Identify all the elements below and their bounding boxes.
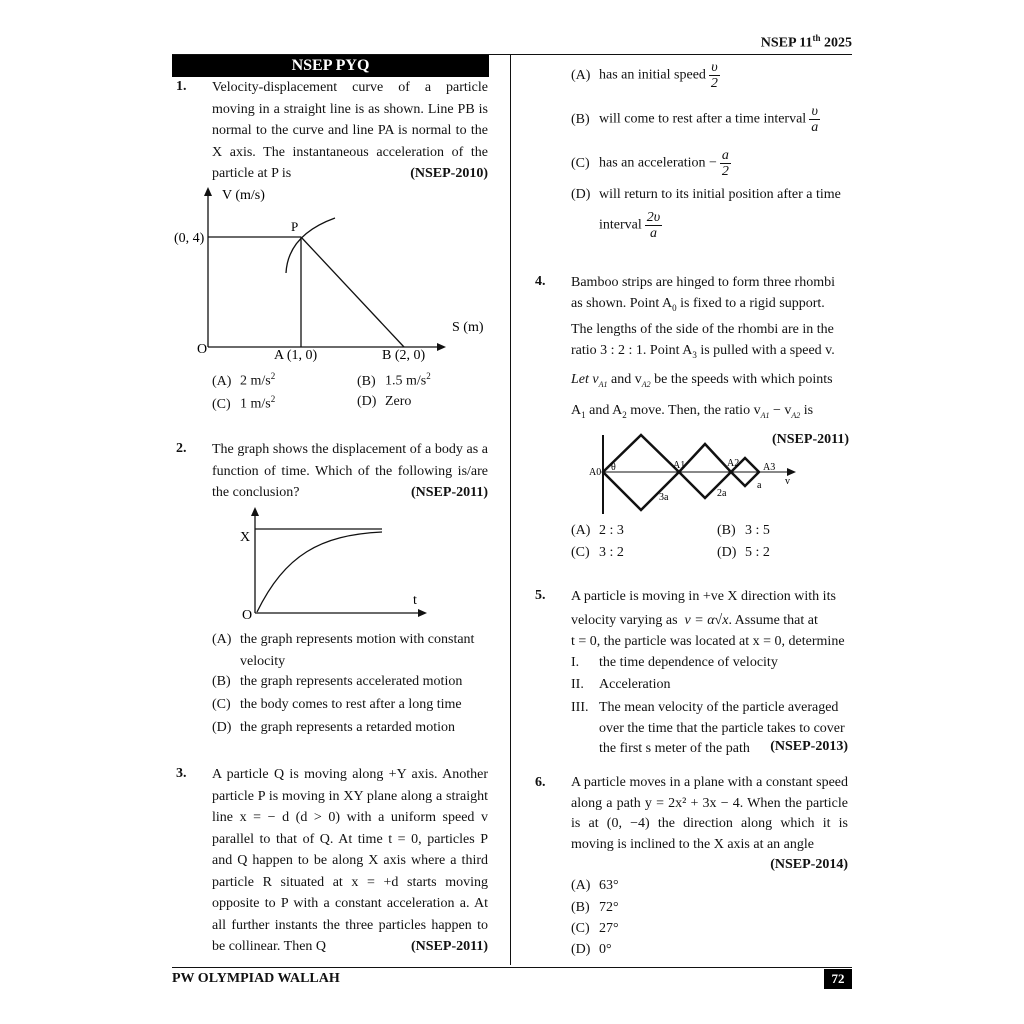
q5-line1: A particle is moving in +ve X direction with its (571, 589, 836, 604)
q2-source: (NSEP-2011) (411, 485, 488, 500)
q4-option-a[interactable]: (A) 2 : 3 (571, 523, 624, 538)
q1-option-c[interactable]: (C) 1 $m/s^2$ (212, 394, 276, 412)
q1-point-y-label: (0, 4) (174, 231, 205, 246)
q1-option-b[interactable]: (B) 1.5 $m/s^2$ (357, 371, 431, 389)
q4-text-block (571, 272, 849, 450)
q1-option-a[interactable]: (A) 2 $m/s^2$ (212, 371, 276, 389)
q3-text: A particle Q is moving along +Y axis. Another particle P is moving in XY plane along a straight line x = − d (d > 0) with a uniform speed v parallel to that of Q. At time t = 0, particles P and Q happen to be along X axis where a third particle R situated at x = +d starts moving opposite to P with a constant acceleration a. At all further instants the three particles happen to be collinear. Then Q (212, 767, 488, 954)
q6-text: A particle moves in a plane with a constant speed along a path y = 2x² + 3x − 4. When the particle is at (0, −4) the direction along which it is moving is inclined to the X axis at an angle (571, 775, 848, 852)
q4-number: 4. (535, 274, 546, 289)
q5-source: (NSEP-2013) (770, 739, 848, 754)
q5-item-1: I. the time dependence of velocity (571, 655, 778, 670)
q3-source: (NSEP-2011) (411, 939, 488, 954)
page-number: 72 (824, 969, 852, 989)
q2-option-d[interactable]: (D) the graph represents a retarded motion (212, 720, 455, 735)
q6-option-a[interactable]: (A) 63° (571, 878, 619, 893)
q4-label-v: v (785, 476, 790, 487)
q4-option-c[interactable]: (C) 3 : 2 (571, 545, 624, 560)
q2-option-c[interactable]: (C) the body comes to rest after a long time (212, 697, 462, 712)
exam-header (761, 33, 852, 52)
footer-brand: PW OLYMPIAD WALLAH (172, 971, 340, 986)
q2-option-b[interactable]: (B) the graph represents accelerated motion (212, 674, 463, 689)
q4-line2: as shown. Point $A_0$ is fixed to a rigid support. (571, 296, 825, 313)
q3-option-a[interactable]: (A) has an initial speed $\frac{\upsilon}{2}$ (571, 60, 718, 91)
q4-option-b[interactable]: (B) 3 : 5 (717, 523, 770, 538)
q4-label-3a: 3a (659, 492, 669, 503)
q6-number: 6. (535, 775, 546, 790)
q4-line1: Bamboo strips are hinged to form three rhombi (571, 275, 835, 290)
q1-text: Velocity-displacement curve of a particle moving in a straight line is as shown. Line PB is normal to the curve and line PA is normal to the X axis. The instantaneous acceleration of the particle at P is (212, 80, 488, 181)
q4-label-a3: A3 (763, 462, 776, 473)
q4-line5: Let $v_{A1}$ and $v_{A2}$ be the speeds with which points (571, 371, 833, 389)
footer-rule (172, 967, 852, 968)
q2-number: 2. (176, 441, 187, 456)
q1-point-b-label: B (2, 0) (382, 348, 426, 363)
section-title-bar (172, 55, 489, 77)
q2-option-a[interactable]: (A) the graph represents motion with constant velocity (212, 632, 475, 669)
q4-label-a0: A0 (589, 467, 602, 478)
q3-text-block (212, 764, 488, 958)
q5-velocity-equation: v = α√x (684, 612, 729, 628)
q2-text-block (212, 439, 488, 504)
q3-option-d[interactable]: (D) will return to its initial position after a time (571, 187, 841, 202)
q6-option-d[interactable]: (D) 0° (571, 942, 612, 957)
q1-velocity-displacement-graph (170, 185, 484, 370)
exam-name: NSEP 11 (760, 35, 813, 51)
q1-y-axis-label: V (m/s) (222, 188, 265, 203)
q2-y-axis-label: X (240, 530, 251, 545)
q1-source: (NSEP-2010) (410, 166, 488, 181)
q4-label-2a: 2a (717, 488, 727, 499)
q5-text-block (571, 586, 849, 653)
column-divider (510, 55, 511, 965)
q6-source: (NSEP-2014) (770, 857, 848, 872)
exam-ordinal: th (812, 33, 821, 43)
q1-point-a-label: A (1, 0) (274, 348, 318, 363)
q4-rhombi-figure (585, 432, 800, 517)
q1-text-block (212, 77, 488, 185)
q5-item-3: III. The mean velocity of the particle averaged over the time that the particle takes to cover the first s meter of the path (571, 700, 845, 756)
q3-option-c-fraction: $\frac{a}{2}$ (721, 148, 729, 179)
q1-number: 1. (176, 79, 187, 94)
q2-displacement-time-graph (230, 505, 430, 625)
q4-label-a: a (757, 480, 762, 491)
q1-option-d[interactable]: (D) Zero (357, 394, 412, 409)
q4-source: (NSEP-2011) (772, 432, 849, 448)
q2-x-axis-label: t (413, 593, 417, 608)
q5-line3: t = 0, the particle was located at x = 0, determine (571, 634, 845, 649)
q3-option-b-fraction: $\frac{\upsilon}{a}$ (811, 104, 819, 135)
q4-label-a1: A1 (673, 460, 686, 471)
q4-line3: The lengths of the side of the rhombi are in the (571, 321, 834, 337)
q5-item-2: II. Acceleration (571, 677, 671, 692)
q4-line6: $A_1$ and $A_2$ move. Then, the ratio $v_{A1} - v_{A2}$ is (571, 403, 814, 421)
q3-option-a-fraction: $\frac{\upsilon}{2}$ (710, 60, 718, 91)
q6-option-c[interactable]: (C) 27° (571, 921, 619, 936)
q3-option-c[interactable]: (C) has an acceleration − $\frac{a}{2}$ (571, 148, 729, 179)
q2-text: The graph shows the displacement of a body as a function of time. Which of the following is/are the conclusion? (212, 442, 488, 500)
q4-line4: ratio 3 : 2 : 1. Point $A_3$ is pulled with a speed v. (571, 342, 835, 360)
q5-line2: velocity varying as v = α√x. Assume that at (571, 612, 818, 628)
q4-label-a2: A2 (727, 458, 740, 469)
exam-year: 2025 (820, 35, 852, 51)
q1-point-p-label: P (291, 219, 299, 234)
section-title: NSEP PYQ (291, 57, 370, 74)
q3-number: 3. (176, 766, 187, 781)
q6-option-b[interactable]: (B) 72° (571, 900, 619, 915)
q5-number: 5. (535, 588, 546, 603)
q2-origin-label: O (242, 608, 253, 623)
q3-option-b[interactable]: (B) will come to rest after a time interval $\frac{\upsilon}{a}$ (571, 104, 819, 135)
q1-x-axis-label: S (m) (452, 320, 484, 335)
q3-option-d-cont: interval $\frac{2\upsilon}{a}$ (599, 210, 661, 241)
q4-label-theta: θ (611, 462, 616, 473)
q6-text-block (571, 773, 848, 876)
q3-option-d-fraction: $\frac{2\upsilon}{a}$ (646, 210, 661, 241)
q4-option-d[interactable]: (D) 5 : 2 (717, 545, 770, 560)
q1-origin-label: O (197, 342, 208, 357)
